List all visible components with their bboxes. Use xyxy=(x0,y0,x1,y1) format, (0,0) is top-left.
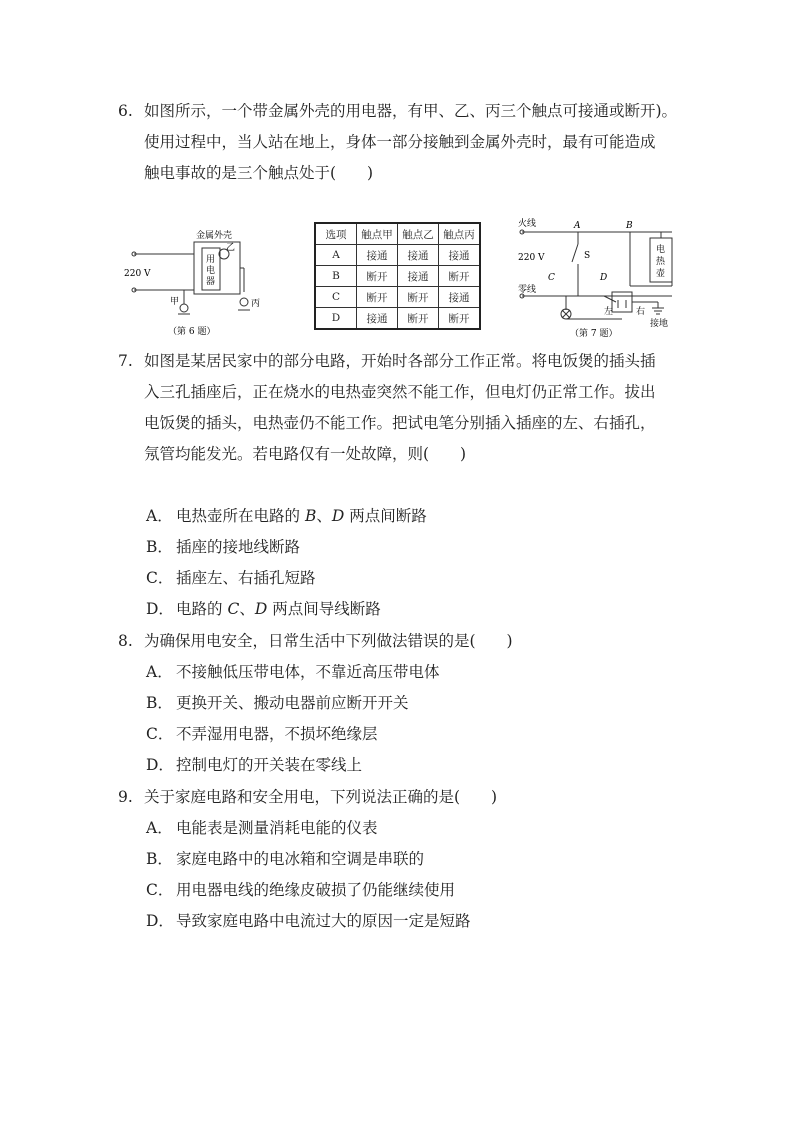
question-stem: 关于家庭电路和安全用电，下列说法正确的是( ) xyxy=(144,788,498,806)
option-a[interactable] xyxy=(146,501,427,532)
table-header-row xyxy=(315,223,480,245)
option-label: A． xyxy=(146,507,173,525)
question-number: 9. xyxy=(118,788,133,806)
question-8 xyxy=(118,626,698,657)
point-d-label: D xyxy=(600,273,608,283)
figure-7-caption: （第 7 题） xyxy=(570,329,618,339)
table-header: 触点乙 xyxy=(398,223,439,245)
question-number: 6. xyxy=(118,102,133,120)
table-header: 触点丙 xyxy=(439,223,481,245)
stem-line: 氖管均能发光。若电路仅有一处故障，则( ) xyxy=(144,445,467,463)
option-var: B xyxy=(304,507,317,525)
stem-line: 电饭煲的插头，电热壶仍不能工作。把试电笔分别插入插座的左、右插孔， xyxy=(144,414,656,432)
kettle-label-3: 壶 xyxy=(656,269,666,279)
point-a-label: A xyxy=(574,221,581,231)
kettle-label-1: 电 xyxy=(656,245,666,255)
option-c[interactable] xyxy=(146,875,455,906)
option-label: A． xyxy=(146,819,173,837)
appliance-label-1: 用 xyxy=(206,255,216,265)
option-var: D xyxy=(254,600,268,618)
option-text: 控制电灯的开关装在零线上 xyxy=(176,756,363,774)
table-cell: B xyxy=(315,266,357,287)
option-c[interactable] xyxy=(146,563,316,594)
contact-jia-label: 甲 xyxy=(170,297,180,307)
option-c[interactable] xyxy=(146,719,378,750)
option-text: 用电器电线的绝缘皮破损了仍能继续使用 xyxy=(176,881,456,899)
option-text: 导致家庭电路中电流过大的原因一定是短路 xyxy=(176,912,471,930)
figure-6-circuit xyxy=(118,222,278,342)
option-text: 两点间导线断路 xyxy=(267,600,381,618)
table-cell: 断开 xyxy=(398,308,439,330)
contact-bing-label: 丙 xyxy=(251,299,261,309)
table-row xyxy=(315,308,480,330)
option-label: D． xyxy=(146,756,174,774)
option-text: 插座的接地线断路 xyxy=(176,538,301,556)
table-row xyxy=(315,266,480,287)
appliance-label-3: 器 xyxy=(206,277,216,287)
table-cell: 断开 xyxy=(357,266,398,287)
appliance-label-2: 电 xyxy=(206,266,216,276)
option-text: 、 xyxy=(316,507,332,525)
option-var: C xyxy=(227,600,240,618)
ground-label: 接地 xyxy=(650,319,669,329)
option-b[interactable] xyxy=(146,532,300,563)
table-cell: 断开 xyxy=(439,308,481,330)
option-d[interactable] xyxy=(146,750,362,781)
left-label: 左 xyxy=(604,307,614,317)
switch-s-icon xyxy=(572,244,578,262)
option-label: C． xyxy=(146,881,174,899)
neutral-wire-label: 零线 xyxy=(518,285,537,295)
table-cell: D xyxy=(315,308,357,330)
option-label: B． xyxy=(146,538,173,556)
question-number: 7. xyxy=(118,352,133,370)
options-table xyxy=(314,222,481,330)
point-b-label: B xyxy=(626,221,633,231)
figure-6-caption: （第 6 题） xyxy=(168,327,216,337)
right-label: 右 xyxy=(636,307,646,317)
option-d[interactable] xyxy=(146,594,381,625)
option-var: D xyxy=(331,507,345,525)
option-text: 电路的 xyxy=(176,600,228,618)
switch-label: S xyxy=(584,251,591,261)
stem-line: 使用过程中，当人站在地上，身体一部分接触到金属外壳时，最有可能造成 xyxy=(144,133,656,151)
table-cell: 接通 xyxy=(439,287,481,308)
table-row xyxy=(315,287,480,308)
table-cell: 断开 xyxy=(439,266,481,287)
option-label: A． xyxy=(146,663,173,681)
option-label: B． xyxy=(146,694,173,712)
shell-label: 金属外壳 xyxy=(196,231,233,241)
option-a[interactable] xyxy=(146,657,440,688)
option-text: 、 xyxy=(239,600,255,618)
option-b[interactable] xyxy=(146,844,424,875)
live-wire-label: 火线 xyxy=(518,219,537,229)
table-cell: C xyxy=(315,287,357,308)
table-cell: 接通 xyxy=(398,266,439,287)
question-stem xyxy=(118,96,698,189)
table-cell: 断开 xyxy=(398,287,439,308)
option-text: 两点间断路 xyxy=(344,507,427,525)
option-b[interactable] xyxy=(146,688,409,719)
contact-bing-icon xyxy=(240,298,248,306)
question-number: 8. xyxy=(118,632,133,650)
figure-7-circuit xyxy=(512,214,692,344)
option-text: 更换开关、搬动电器前应断开开关 xyxy=(176,694,409,712)
voltage-label: 220 V xyxy=(518,253,545,263)
table-cell: 断开 xyxy=(357,287,398,308)
kettle-label-2: 热 xyxy=(656,257,666,267)
table-header: 触点甲 xyxy=(357,223,398,245)
voltage-label: 220 V xyxy=(124,269,151,279)
option-label: D． xyxy=(146,600,174,618)
stem-line: 如图所示，一个带金属外壳的用电器，有甲、乙、丙三个触点可接通或断开)。 xyxy=(144,102,678,120)
question-stem xyxy=(118,346,698,470)
stem-line: 触电事故的是三个触点处于( ) xyxy=(144,164,374,182)
option-text: 电能表是测量消耗电能的仪表 xyxy=(176,819,378,837)
option-label: B． xyxy=(146,850,173,868)
table-header: 选项 xyxy=(315,223,357,245)
table-cell: 接通 xyxy=(439,245,481,266)
table-cell: 接通 xyxy=(357,245,398,266)
question-stem: 为确保用电安全，日常生活中下列做法错误的是( ) xyxy=(144,632,513,650)
option-text: 电热壶所在电路的 xyxy=(176,507,305,525)
option-a[interactable] xyxy=(146,813,378,844)
table-cell: A xyxy=(315,245,357,266)
option-text: 家庭电路中的电冰箱和空调是串联的 xyxy=(176,850,425,868)
option-label: C． xyxy=(146,569,174,587)
table-cell: 接通 xyxy=(398,245,439,266)
option-text: 插座左、右插孔短路 xyxy=(176,569,316,587)
question-9 xyxy=(118,782,698,813)
question-7 xyxy=(118,346,698,470)
contact-yi-label: 乙 xyxy=(226,243,236,253)
stem-line: 入三孔插座后，正在烧水的电热壶突然不能工作，但电灯仍正常工作。拔出 xyxy=(144,383,656,401)
stem-line: 如图是某居民家中的部分电路，开始时各部分工作正常。将电饭煲的插头插 xyxy=(144,352,656,370)
table-row xyxy=(315,245,480,266)
question-6 xyxy=(118,96,698,189)
option-label: D． xyxy=(146,912,174,930)
point-c-label: C xyxy=(548,273,555,283)
option-d[interactable] xyxy=(146,906,471,937)
table-cell: 接通 xyxy=(357,308,398,330)
option-text: 不接触低压带电体，不靠近高压带电体 xyxy=(176,663,440,681)
option-label: C． xyxy=(146,725,174,743)
option-text: 不弄湿用电器，不损坏绝缘层 xyxy=(176,725,378,743)
contact-jia-icon xyxy=(180,304,188,312)
